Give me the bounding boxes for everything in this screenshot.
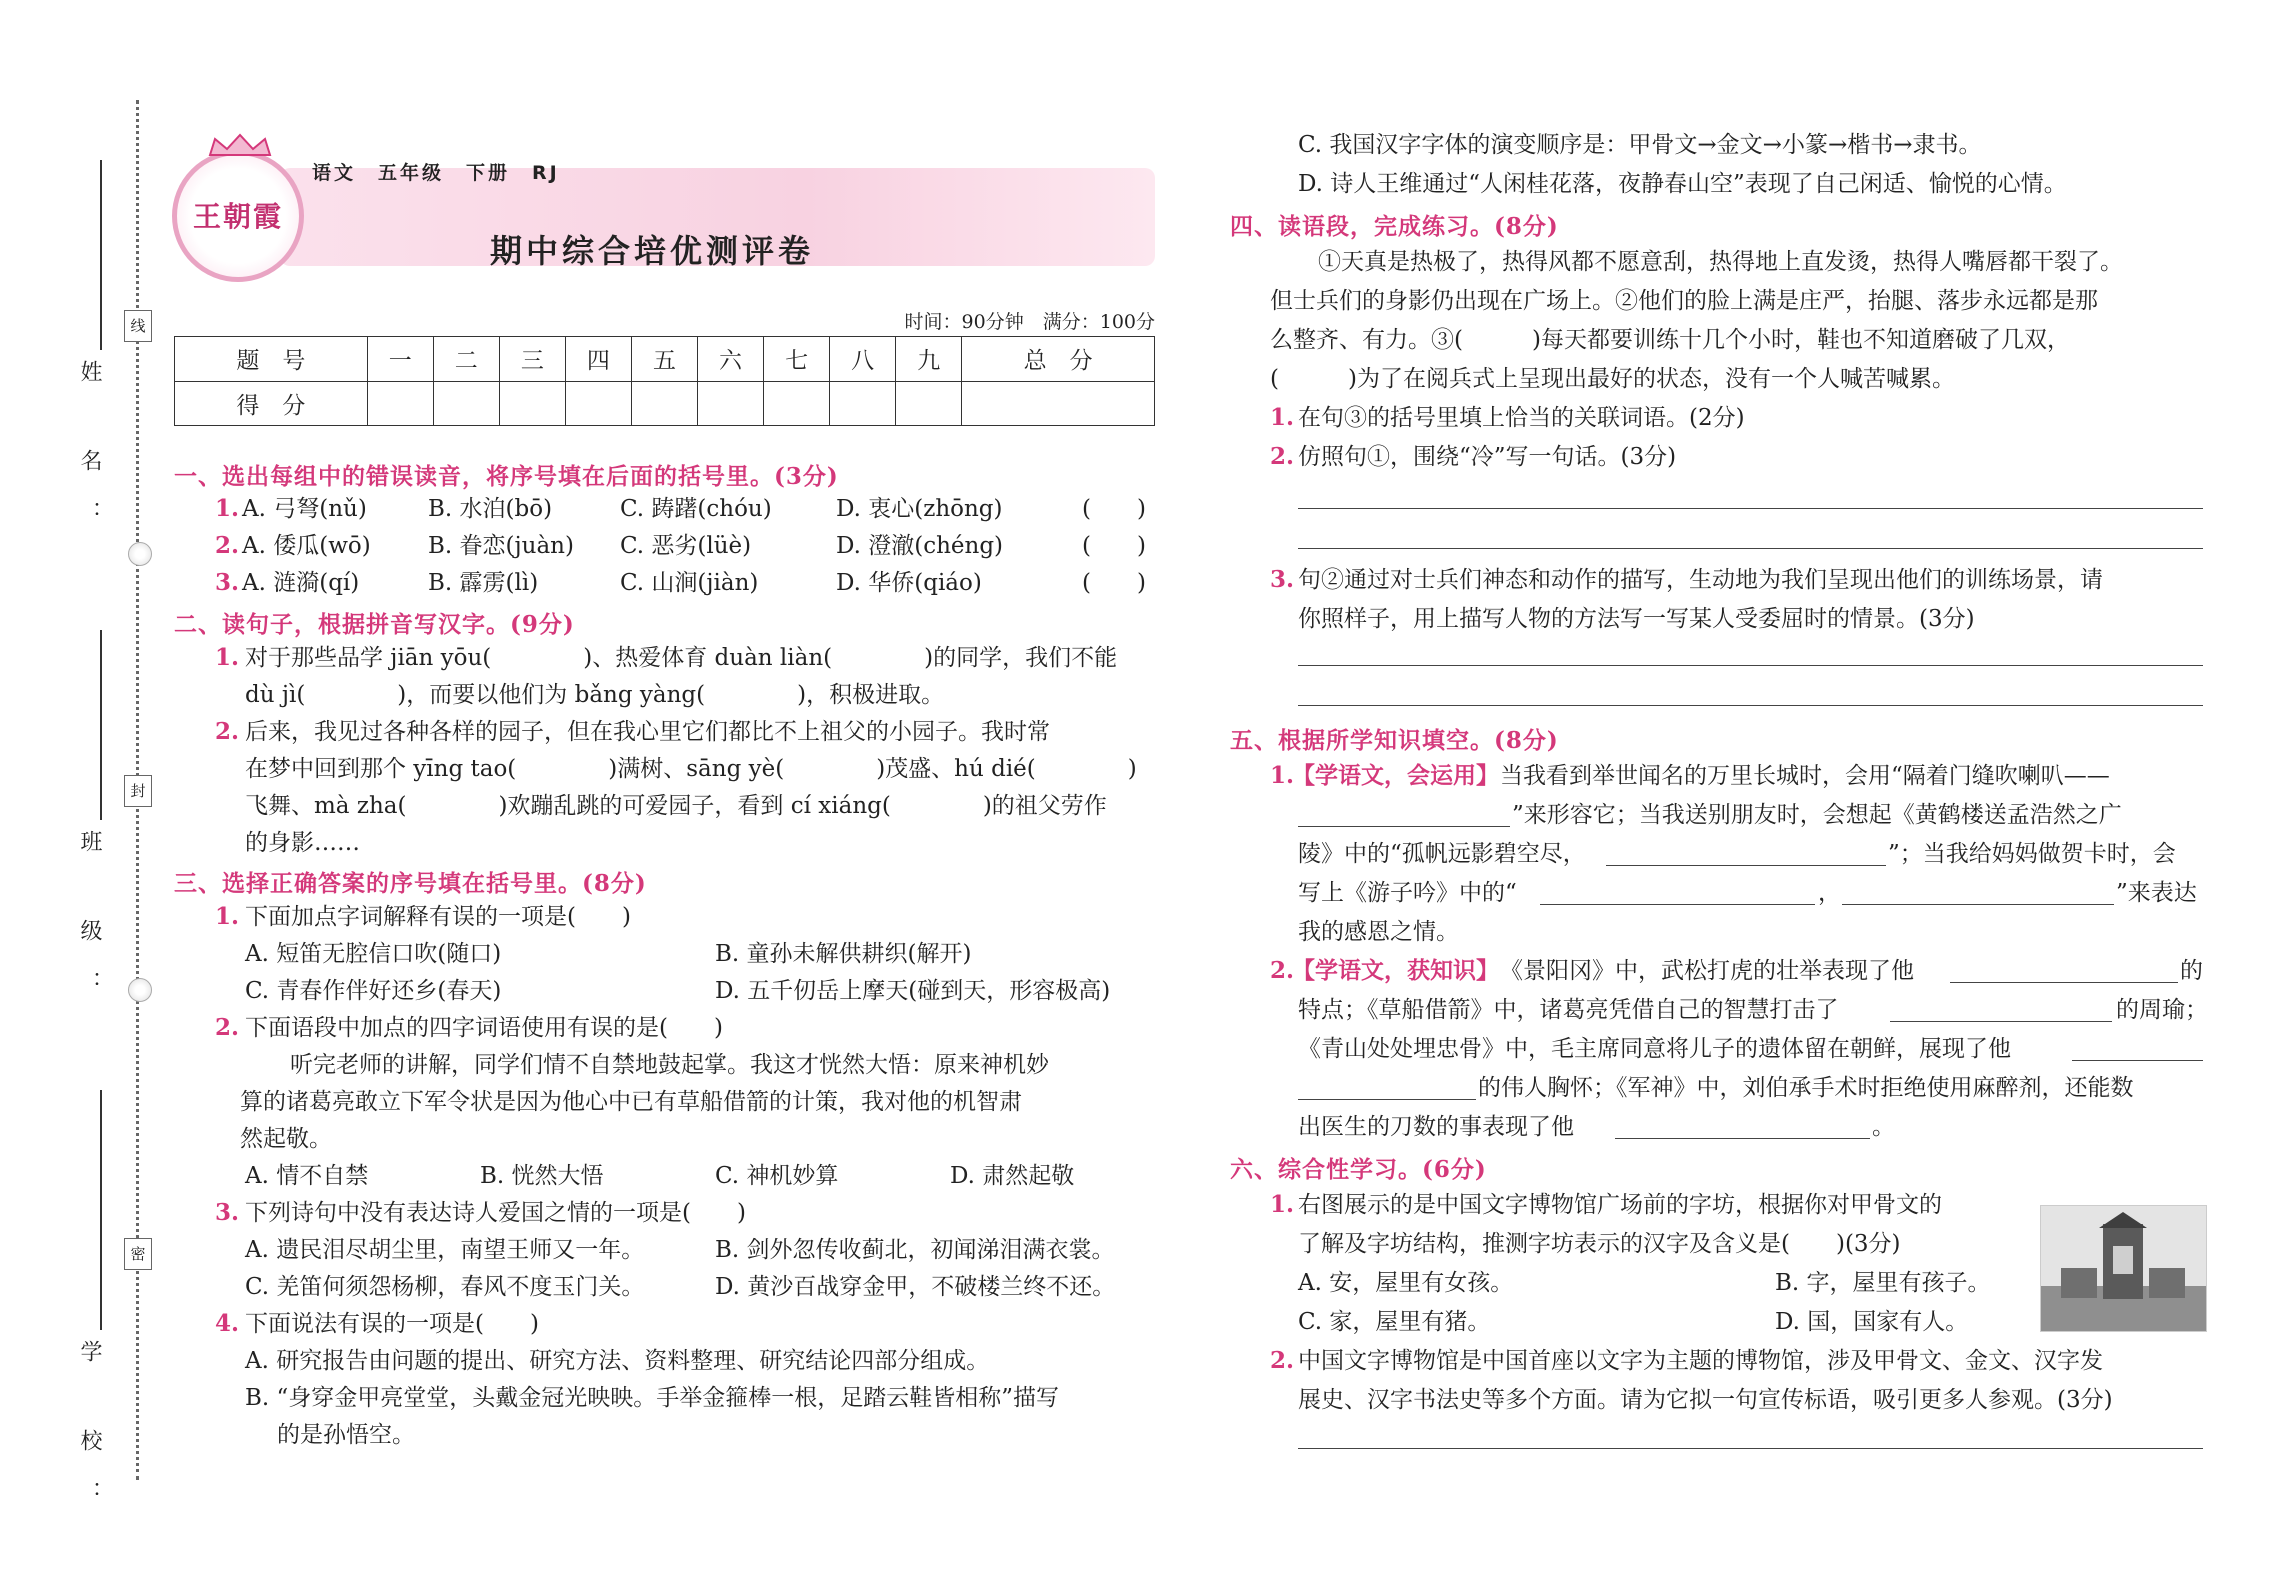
section-3-title: 三、选择正确答案的序号填在括号里。(8分) (174, 870, 647, 897)
score-cell: 三 (499, 337, 565, 382)
s3-q4-stem: 下面说法有误的一项是( ) (245, 1311, 539, 1337)
section-5-title: 五、根据所学知识填空。(8分) (1230, 727, 1559, 754)
score-input[interactable] (565, 381, 631, 426)
fill-blank[interactable] (1298, 1099, 1476, 1100)
fill-blank[interactable] (1842, 904, 2114, 905)
section-4-title: 四、读语段，完成练习。(8分) (1230, 213, 1559, 240)
fill-blank[interactable] (2072, 1060, 2203, 1061)
seal-box-seal: 封 (124, 775, 152, 807)
score-cell: 得 分 (175, 381, 368, 426)
option: B. 水泊(bō) (428, 496, 553, 522)
question-number: 1. (1270, 404, 1295, 431)
score-cell: 八 (830, 337, 896, 382)
section-2-title: 二、读句子，根据拼音写汉字。(9分) (174, 611, 575, 638)
score-input[interactable] (367, 381, 433, 426)
score-input[interactable] (698, 381, 764, 426)
score-cell: 一 (367, 337, 433, 382)
option-continued: 的是孙悟空。 (277, 1422, 415, 1448)
question-number: 3. (215, 1199, 240, 1226)
section-1-title: 一、选出每组中的错误读音，将序号填在后面的括号里。(3分) (174, 463, 839, 490)
s3-q2-passage-1: 听完老师的讲解，同学们情不自禁地鼓起掌。我这才恍然大悟：原来神机妙 (290, 1052, 1049, 1078)
fill-blank[interactable] (1890, 1021, 2112, 1022)
s6-q1-line-2: 了解及字坊结构，推测字坊表示的汉字及含义是( )(3分) (1298, 1231, 1901, 1257)
score-cell: 五 (631, 337, 697, 382)
seal-box-line: 线 (124, 310, 152, 342)
option: D. 黄沙百战穿金甲，不破楼兰终不还。 (715, 1274, 1116, 1300)
subject-info: 语文 五年级 下册 RJ (312, 162, 560, 184)
s4-q2: 仿照句①，围绕“冷”写一句话。(3分) (1298, 444, 1677, 470)
s5-q1-line-4a: 写上《游子吟》中的“ (1298, 880, 1517, 906)
option: C. 踌躇(chóu) (620, 496, 772, 522)
binding-hole (128, 542, 152, 566)
class-blank (100, 630, 102, 820)
fill-blank[interactable] (1298, 826, 1510, 827)
question-number: 2. (1270, 443, 1295, 470)
s5-q2-line-4: 的伟人胸怀；《军神》中，刘伯承手术时拒绝使用麻醉剂，还能数 (1478, 1075, 2134, 1101)
answer-bracket[interactable]: ( ) (1082, 496, 1146, 522)
s2-q2-line-3: 飞舞、mà zha( )欢蹦乱跳的可爱园子，看到 cí xiáng( )的祖父劳作 (245, 793, 1107, 819)
option: B. 恍然大悟 (480, 1163, 604, 1189)
score-input[interactable] (631, 381, 697, 426)
s5-q2-tag: 【学语文，获知识】 (1292, 957, 1499, 984)
question-number: 2. (215, 718, 240, 745)
score-cell: 四 (565, 337, 631, 382)
s3-q3-stem: 下列诗句中没有表达诗人爱国之情的一项是( ) (245, 1200, 746, 1226)
option: C. 恶劣(lüè) (620, 533, 752, 559)
option: A. 情不自禁 (245, 1163, 369, 1189)
time-and-score: 时间：90分钟 满分：100分 (904, 311, 1155, 333)
option: C. 山涧(jiàn) (620, 570, 759, 596)
school-label: 学 校： (77, 1340, 102, 1533)
s2-q2-line-1: 后来，我见过各种各样的园子，但在我心里它们都比不上祖父的小园子。我时常 (245, 719, 1050, 745)
question-number: 1. (215, 495, 240, 522)
option: A. 倭瓜(wō) (242, 533, 371, 559)
score-cell: 题 号 (175, 337, 368, 382)
score-cell: 六 (698, 337, 764, 382)
s5-q1-line-2: ”来形容它；当我送别朋友时，会想起《黄鹤楼送孟浩然之广 (1512, 802, 2122, 828)
score-cell: 七 (764, 337, 830, 382)
question-number: 2. (215, 532, 240, 559)
option: D. 华侨(qiáo) (836, 570, 982, 596)
s2-q2-line-4: 的身影…… (245, 830, 360, 856)
s5-q1-line-4c: ”来表达 (2116, 880, 2197, 906)
option: B. 字，屋里有孩子。 (1775, 1270, 1991, 1296)
score-table-header-row (175, 337, 1155, 382)
s5-q2-line-5b: 。 (1872, 1114, 1895, 1140)
s5-q1-line-5: 我的感恩之情。 (1298, 919, 1459, 945)
score-input[interactable] (433, 381, 499, 426)
question-number: 2. (1270, 1347, 1295, 1374)
option: C. 青春作伴好还乡(春天) (245, 978, 502, 1004)
answer-line[interactable] (1298, 548, 2203, 549)
fill-blank[interactable] (1540, 904, 1815, 905)
class-label: 班 级： (77, 830, 102, 1023)
score-table-score-row (175, 381, 1155, 426)
option: A. 安，屋里有女孩。 (1298, 1270, 1514, 1296)
score-input[interactable] (764, 381, 830, 426)
score-input[interactable] (499, 381, 565, 426)
s4-q3-line-2: 你照样子，用上描写人物的方法写一写某人受委屈时的情景。(3分) (1298, 606, 1975, 632)
name-blank (100, 160, 102, 350)
section-6-title: 六、综合性学习。(6分) (1230, 1156, 1487, 1183)
s5-q1-tag: 【学语文，会运用】 (1292, 762, 1499, 789)
score-input[interactable] (830, 381, 896, 426)
option: C. 神机妙算 (715, 1163, 839, 1189)
s5-q1-line-3a: 陵》中的“孤帆远影碧空尽， (1298, 841, 1586, 867)
fill-blank[interactable] (1606, 865, 1886, 866)
option: D. 衷心(zhōng) (836, 496, 1003, 522)
question-number: 1. (1270, 1191, 1295, 1218)
question-number: 3. (215, 569, 240, 596)
score-input[interactable] (962, 381, 1155, 426)
s6-q2-line-1: 中国文字博物馆是中国首座以文字为主题的博物馆，涉及甲骨文、金文、汉字发 (1298, 1348, 2103, 1374)
option: D. 五千仞岳上摩天(碰到天，形容极高) (715, 978, 1111, 1004)
option: D. 肃然起敬 (950, 1163, 1075, 1189)
option: B. 眷恋(juàn) (428, 533, 574, 559)
score-cell: 二 (433, 337, 499, 382)
s5-q2-line-5a: 出医生的刀数的事表现了他 (1298, 1114, 1574, 1140)
answer-bracket[interactable]: ( ) (1082, 570, 1146, 596)
logo-text: 王朝霞 (192, 200, 283, 233)
s5-q1-line-4b: ， (1818, 880, 1841, 906)
option: B. 剑外忽传收蓟北，初闻涕泪满衣裳。 (715, 1237, 1115, 1263)
s6-q2-line-2: 展史、汉字书法史等多个方面。请为它拟一句宣传标语，吸引更多人参观。(3分) (1298, 1387, 2113, 1413)
s3-q2-passage-2: 算的诸葛亮敢立下军令状是因为他心中已有草船借箭的计策，我对他的机智肃 (240, 1089, 1022, 1115)
s5-q2-line-1b: 的 (2180, 958, 2203, 984)
option: D. 国，国家有人。 (1775, 1309, 1969, 1335)
s2-q2-line-2: 在梦中回到那个 yīng tao( )满树、sāng yè( )茂盛、hú dié( ) (245, 756, 1137, 782)
crown-icon (205, 133, 275, 157)
option: C. 羌笛何须怨杨柳，春风不度玉门关。 (245, 1274, 645, 1300)
option: D. 诗人王维通过“人闲桂花落，夜静春山空”表现了自己闲适、愉悦的心情。 (1298, 171, 2067, 197)
option: A. 弓弩(nǔ) (242, 496, 367, 522)
s4-passage-1: ①天真是热极了，热得风都不愿意刮，热得地上直发烫，热得人嘴唇都干裂了。 (1318, 249, 2123, 275)
answer-line[interactable] (1298, 665, 2203, 666)
option: B. “身穿金甲亮堂堂，头戴金冠光映映。手举金箍棒一根，足踏云鞋皆相称”描写 (245, 1385, 1060, 1411)
question-number: 3. (1270, 566, 1295, 593)
option: C. 我国汉字字体的演变顺序是：甲骨文→金文→小篆→楷书→隶书。 (1298, 132, 1982, 158)
s4-passage-3: 么整齐、有力。③( )每天都要训练十几个小时，鞋也不知道磨破了几双， (1270, 327, 2070, 353)
s4-q3-line-1: 句②通过对士兵们神态和动作的描写，生动地为我们呈现出他们的训练场景，请 (1298, 567, 2103, 593)
option: A. 短笛无腔信口吹(随口) (245, 941, 502, 967)
s5-q1-line-3b: ”；当我给妈妈做贺卡时，会 (1888, 841, 2176, 867)
option: C. 家，屋里有猪。 (1298, 1309, 1491, 1335)
option: B. 童孙未解供耕织(解开) (715, 941, 972, 967)
score-input[interactable] (896, 381, 962, 426)
s5-q2-line-3: 《青山处处埋忠骨》中，毛主席同意将儿子的遗体留在朝鲜，展现了他 (1298, 1036, 2011, 1062)
s4-passage-2: 但士兵们的身影仍出现在广场上。②他们的脸上满是庄严，抬腿、落步永远都是那 (1270, 288, 2098, 314)
s3-q2-stem: 下面语段中加点的四字词语使用有误的是( ) (245, 1015, 723, 1041)
option: B. 霹雳(lì) (428, 570, 539, 596)
answer-line[interactable] (1298, 508, 2203, 509)
binding-hole (128, 978, 152, 1002)
question-number: 4. (215, 1310, 240, 1337)
page-title: 期中综合培优测评卷 (490, 232, 815, 270)
answer-line[interactable] (1298, 1448, 2203, 1449)
answer-bracket[interactable]: ( ) (1082, 533, 1146, 559)
option: A. 涟漪(qí) (242, 570, 360, 596)
seal-box-secret: 密 (124, 1238, 152, 1270)
character-gate-photo (2040, 1205, 2207, 1332)
s4-q1: 在句③的括号里填上恰当的关联词语。(2分) (1298, 405, 1745, 431)
s2-q1-line-2: dù jì( )，而要以他们为 bǎng yàng( )，积极进取。 (245, 682, 945, 708)
s3-q2-passage-3: 然起敬。 (240, 1126, 332, 1152)
s4-passage-4: ( )为了在阅兵式上呈现出最好的状态，没有一个人喊苦喊累。 (1270, 366, 1955, 392)
score-table (174, 336, 1155, 426)
question-number: 1. (1270, 762, 1295, 789)
option: A. 研究报告由问题的提出、研究方法、资料整理、研究结论四部分组成。 (245, 1348, 990, 1374)
question-number: 2. (1270, 957, 1295, 984)
museum-gate-image (2041, 1206, 2206, 1331)
score-cell: 九 (896, 337, 962, 382)
option: A. 遗民泪尽胡尘里，南望王师又一年。 (245, 1237, 645, 1263)
s5-q2-line-2b: 的周瑜； (2116, 997, 2208, 1023)
brand-logo (172, 150, 304, 282)
s5-q1-line-1: 当我看到举世闻名的万里长城时，会用“隔着门缝吹喇叭—— (1500, 763, 2110, 789)
s2-q1-line-1: 对于那些品学 jiān yōu( )、热爱体育 duàn liàn( )的同学，我们不能 (245, 645, 1118, 671)
fill-blank[interactable] (1615, 1138, 1870, 1139)
name-label: 姓 名： (77, 360, 102, 553)
option: D. 澄澈(chéng) (836, 533, 1004, 559)
s3-q1-stem: 下面加点字词解释有误的一项是( ) (245, 904, 631, 930)
question-number: 2. (215, 1014, 240, 1041)
s5-q2-line-1a: 《景阳冈》中，武松打虎的壮举表现了他 (1500, 958, 1914, 984)
fill-blank[interactable] (1950, 982, 2178, 983)
s5-q2-line-2a: 特点；《草船借箭》中，诸葛亮凭借自己的智慧打击了 (1298, 997, 1839, 1023)
question-number: 1. (215, 644, 240, 671)
answer-line[interactable] (1298, 705, 2203, 706)
question-number: 1. (215, 903, 240, 930)
school-blank (100, 1090, 102, 1330)
s6-q1-line-1: 右图展示的是中国文字博物馆广场前的字坊，根据你对甲骨文的 (1298, 1192, 1942, 1218)
score-cell: 总 分 (962, 337, 1155, 382)
